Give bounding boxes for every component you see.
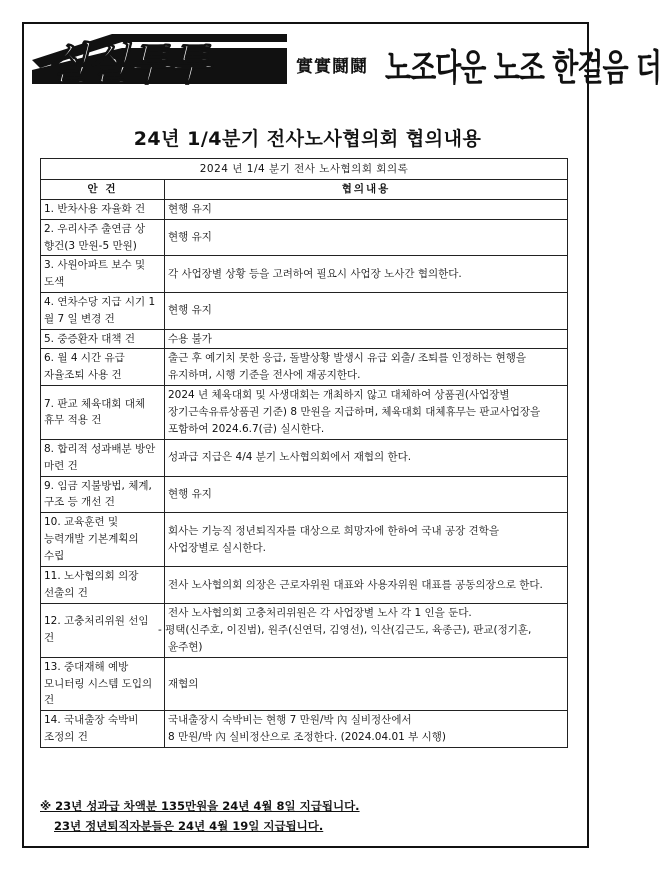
agenda-item: 14. 국내출장 숙박비 조정의 건 <box>41 711 165 748</box>
table-row <box>41 349 568 386</box>
agenda-content <box>165 711 568 748</box>
agenda-item: 13. 중대재해 예방 모니터링 시스템 도입의 건 <box>41 657 165 710</box>
table-row <box>41 385 568 439</box>
agenda-item: 5. 중증환자 대책 건 <box>41 329 165 349</box>
content-line: 2024 년 체육대회 및 사생대회는 개최하지 않고 대체하여 상품권(사업장별 <box>168 389 510 402</box>
content-line: 전사 노사협의회 고충처리위원은 각 사업장별 노사 각 1 인을 둔다. <box>168 607 472 620</box>
table-row <box>41 439 568 476</box>
header-agenda: 안 건 <box>41 180 165 200</box>
content-line: 현행 유지 <box>168 304 212 317</box>
content-line: 국내출장시 숙박비는 현행 7 만원/박 內 실비정산에서 <box>168 714 412 727</box>
table-row <box>41 476 568 513</box>
agenda-content <box>165 292 568 329</box>
note-retiree: 23년 정년퇴직자분들은 24년 4월 19일 지급됩니다. <box>54 819 324 834</box>
table-row <box>41 567 568 604</box>
table-row <box>41 200 568 220</box>
content-line: 출근 후 예기치 못한 응급, 돌발상황 발생시 유급 외출/ 조퇴를 인정하는 현행을 <box>168 352 527 365</box>
agenda-item: 10. 교육훈련 및 능력개발 기본계획의 수립 <box>41 513 165 567</box>
agenda-content <box>165 256 568 293</box>
agenda-content <box>165 513 568 567</box>
slogan: 노조다운 노조 한걸음 더 <box>385 47 661 90</box>
table-caption-row <box>41 159 568 180</box>
content-line: 수용 불가 <box>168 332 212 345</box>
agenda-content <box>165 657 568 710</box>
note-bonus: ※ 23년 성과급 차액분 135만원을 24년 4월 8일 지급됩니다. <box>40 799 360 813</box>
table-row <box>41 329 568 349</box>
content-line: 현행 유지 <box>168 203 212 215</box>
content-line: 현행 유지 <box>168 231 212 244</box>
header-content: 협의내용 <box>165 180 568 200</box>
content-line: 현행 유지 <box>168 487 212 500</box>
agenda-item: 4. 연차수당 지급 시기 1 월 7 일 변경 건 <box>41 292 165 329</box>
agenda-item: 3. 사원아파트 보수 및 도색 <box>41 256 165 293</box>
agenda-content <box>165 476 568 513</box>
content-line: 전사 노사협의회 의장은 근로자위원 대표와 사용자위원 대표를 공동의장으로 한다. <box>168 578 543 591</box>
content-line: - 평택(신주호, 이진범), 원주(신연덕, 김영선), 익산(김근도, 육종근), 판교(정기훈, <box>158 623 532 636</box>
agenda-content <box>165 385 568 439</box>
table-row <box>41 292 568 329</box>
agenda-item: 7. 판교 체육대회 대체 휴무 적용 건 <box>41 385 165 439</box>
content-line: 포함하여 2024.6.7(금) 실시한다. <box>168 422 325 435</box>
content-line: 유지하며, 시행 기준을 전사에 재공지한다. <box>168 369 361 382</box>
agenda-item: 9. 임금 지불방법, 체계, 구조 등 개선 건 <box>41 476 165 513</box>
minutes-table <box>40 158 568 748</box>
content-line: 사업장별로 실시한다. <box>168 541 266 554</box>
agenda-item: 6. 월 4 시간 유급 자율조퇴 사용 건 <box>41 349 165 386</box>
content-line: 8 만원/박 內 실비정산으로 조정한다. (2024.04.01 부 시행) <box>168 730 447 743</box>
agenda-content <box>165 349 568 386</box>
logo-text: 실실투투 <box>46 39 209 90</box>
agenda-item: 8. 합리적 성과배분 방안 마련 건 <box>41 439 165 476</box>
table-caption: 2024 년 1/4 분기 전사 노사협의회 회의록 <box>41 159 568 180</box>
content-line: 회사는 기능직 정년퇴직자를 대상으로 희망자에 한하여 국내 공장 견학을 <box>168 524 499 537</box>
table-row <box>41 513 568 567</box>
agenda-item: 1. 반차사용 자율화 건 <box>41 200 165 220</box>
table-row <box>41 711 568 748</box>
content-line: 장기근속유류상품권 기준) 8 만원을 지급하며, 체육대회 대체휴무는 판교사업장을 <box>168 406 541 419</box>
agenda-content <box>165 219 568 256</box>
table-row <box>41 603 568 657</box>
content-line: 윤주현) <box>168 640 203 653</box>
agenda-content <box>165 329 568 349</box>
agenda-content <box>165 439 568 476</box>
masthead <box>28 30 661 90</box>
table-header-row <box>41 180 568 200</box>
agenda-content <box>165 200 568 220</box>
agenda-content <box>158 603 568 657</box>
agenda-item: 11. 노사협의회 의장 선출의 건 <box>41 567 165 604</box>
notes <box>40 796 360 836</box>
agenda-item: 12. 고충처리위원 선임 건 <box>41 603 165 657</box>
table-row <box>41 657 568 710</box>
content-line: 성과급 지급은 4/4 분기 노사협의회에서 재협의 한다. <box>168 451 412 464</box>
hanja-text: 實實鬪鬪 <box>296 57 368 77</box>
agenda-item: 2. 우리사주 출연금 상 향건(3 만원-5 만원) <box>41 219 165 256</box>
table-row <box>41 219 568 256</box>
union-logo <box>32 30 287 88</box>
content-line: 각 사업장별 상황 등을 고려하여 필요시 사업장 노사간 협의한다. <box>168 267 462 280</box>
agenda-content <box>165 567 568 604</box>
content-line: 재협의 <box>168 677 199 690</box>
table-row <box>41 256 568 293</box>
page-title: 24년 1/4분기 전사노사협의회 협의내용 <box>133 128 482 150</box>
